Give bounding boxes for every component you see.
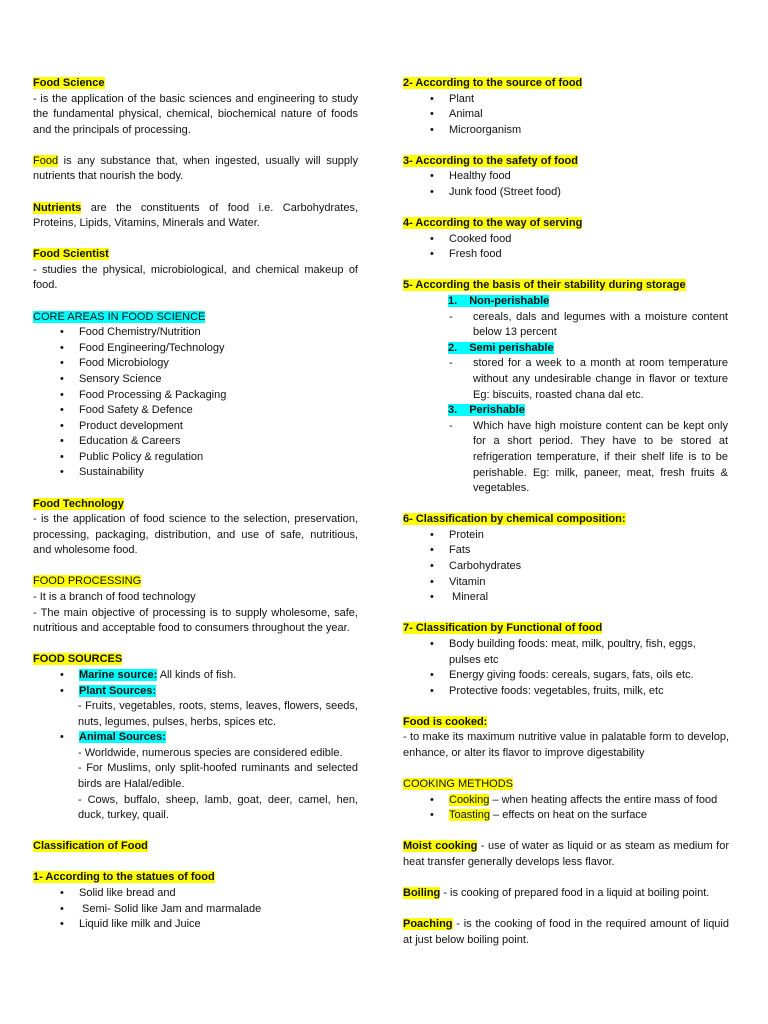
list-label: Semi perishable <box>469 341 554 354</box>
serving-heading: 4- According to the way of serving <box>403 217 583 230</box>
list-item: • Sensory Science <box>33 372 358 388</box>
list-item: • Protective foods: vegetables, fruits, milk, etc <box>403 684 729 700</box>
nutrients-section <box>33 201 358 232</box>
nutrients-text: are the constituents of food i.e. Carbohydrates, Proteins, Lipids, Vitamins, Minerals and Water. <box>33 201 358 230</box>
list-item <box>403 294 729 310</box>
list-item: • Liquid like milk and Juice <box>33 917 358 933</box>
list-item: • Microorganism <box>403 123 729 139</box>
list-item: • Healthy food <box>403 169 729 185</box>
toasting-term: Toasting <box>449 809 490 822</box>
stability-heading: 5- According the basis of their stability during storage <box>403 279 686 292</box>
list-label: Perishable <box>469 404 525 417</box>
food-definition-section <box>33 154 358 185</box>
list-item: • Product development <box>33 419 358 435</box>
food-processing-line2: - The main objective of processing is to supply wholesome, safe, nutritious and acceptable food to consumers throughout the year. <box>33 606 358 635</box>
list-item: • Protein <box>403 528 729 544</box>
food-technology-section <box>33 497 358 559</box>
cooking-methods-heading: COOKING METHODS <box>403 778 514 791</box>
list-item: • Semi- Solid like Jam and marmalade <box>33 902 358 918</box>
cooking-methods-list <box>403 793 729 824</box>
moist-cooking-term: Moist cooking <box>403 840 478 853</box>
statues-section <box>33 870 358 932</box>
list-item: • Vitamin <box>403 575 729 591</box>
food-scientist-heading: Food Scientist <box>33 248 109 261</box>
food-scientist-text: - studies the physical, microbiological, and chemical makeup of food. <box>33 263 358 292</box>
non-perishable-label <box>448 295 549 307</box>
plant-sources-text: - Fruits, vegetables, roots, stems, leaves, flowers, seeds, nuts, legumes, pulses, herbs, spices etc. <box>78 700 358 728</box>
list-item: • Body building foods: meat, milk, poultry, fish, eggs, pulses etc <box>403 637 729 668</box>
list-item: • Energy giving foods: cereals, sugars, fats, oils etc. <box>403 668 729 684</box>
list-item: • Solid like bread and <box>33 886 358 902</box>
left-column <box>33 76 358 933</box>
semi-perishable-label <box>448 342 554 354</box>
list-item: • Food Engineering/Technology <box>33 341 358 357</box>
list-item: • Fresh food <box>403 247 729 263</box>
list-item: • Cooked food <box>403 232 729 248</box>
marine-source-label: Marine source: <box>79 668 158 681</box>
safety-section <box>403 154 729 201</box>
stability-list <box>403 294 729 310</box>
animal-sources-list <box>33 730 358 746</box>
nutrients-term: Nutrients <box>33 201 82 214</box>
list-item <box>33 684 358 700</box>
cooking-text: – when heating affects the entire mass of food <box>489 793 718 806</box>
animal-sources-text2: - For Muslims, only split-hoofed ruminants and selected birds are Halal/edible. <box>78 762 358 791</box>
stability-list-3 <box>403 403 729 419</box>
food-term: Food <box>33 154 59 167</box>
boiling-text: - is cooking of prepared food in a liquid at boiling point. <box>440 887 710 900</box>
list-item <box>33 668 358 684</box>
food-science-section <box>33 76 358 138</box>
list-item <box>403 341 729 357</box>
food-sources-heading: FOOD SOURCES <box>33 653 123 666</box>
food-technology-text: - is the application of food science to the selection, preservation, processing, packaging, distribution, and use of safe, nutritious, and wholesome food. <box>33 513 358 557</box>
food-processing-section <box>33 574 358 636</box>
chemical-heading: 6- Classification by chemical composition: <box>403 513 626 526</box>
food-technology-heading: Food Technology <box>33 497 124 510</box>
food-sources-section <box>33 652 358 824</box>
food-processing-line1: - It is a branch of food technology <box>33 591 196 604</box>
classification-section <box>33 839 358 855</box>
list-item: • Sustainability <box>33 465 358 481</box>
chemical-list <box>403 528 729 606</box>
source-heading: 2- According to the source of food <box>403 77 583 89</box>
source-section <box>403 76 729 138</box>
list-item: • Education & Careers <box>33 434 358 450</box>
right-column <box>403 76 729 948</box>
statues-list <box>33 886 358 933</box>
list-item: • Mineral <box>403 590 729 606</box>
food-science-text: - is the application of the basic sciences and engineering to study the fundamental physical, chemical, biochemical nature of foods and the principals of processing. <box>33 92 358 136</box>
animal-sources-text3: - Cows, buffalo, sheep, lamb, goat, deer, camel, hen, duck, turkey, quail. <box>78 793 358 822</box>
safety-heading: 3- According to the safety of food <box>403 154 578 167</box>
perishable-text: - Which have high moisture content can be kept only for a short period. They have to be stored at refrigeration temperature, if their shelf life is to be perishable. Eg: milk, paneer, meat, fresh fruits & vegetables. <box>403 419 729 497</box>
food-science-heading: Food Science <box>33 77 105 89</box>
stability-list-2 <box>403 341 729 357</box>
perishable-label <box>448 404 525 416</box>
poaching-term: Poaching <box>403 918 453 931</box>
list-item: • Plant <box>403 92 729 108</box>
food-scientist-section <box>33 247 358 294</box>
list-item: • Animal <box>403 107 729 123</box>
cooked-text: - to make its maximum nutritive value in palatable form to develop, enhance, or alter its flavor to improve digestability <box>403 731 729 759</box>
toasting-text: – effects on heat on the surface <box>489 809 647 822</box>
list-number: 2. <box>448 342 469 354</box>
plant-sources-label: Plant Sources: <box>79 684 157 697</box>
animal-sources-text1: - Worldwide, numerous species are considered edible. <box>78 746 343 759</box>
food-processing-heading: FOOD PROCESSING <box>33 575 142 588</box>
statues-heading: 1- According to the statues of food <box>33 871 215 884</box>
cooking-term: Cooking <box>449 793 490 806</box>
serving-list <box>403 232 729 263</box>
core-areas-section <box>33 310 358 482</box>
marine-source-text: All kinds of fish. <box>157 668 237 681</box>
list-item: • Public Policy & regulation <box>33 450 358 466</box>
list-number: 3. <box>448 404 469 416</box>
poaching-text: - is the cooking of food in the required amount of liquid at just below boiling point. <box>403 918 729 946</box>
core-areas-heading: CORE AREAS IN FOOD SCIENCE <box>33 310 206 323</box>
moist-cooking-section <box>403 839 729 870</box>
list-item: • Food Chemistry/Nutrition <box>33 325 358 341</box>
list-item: • Food Processing & Packaging <box>33 388 358 404</box>
list-item: • Carbohydrates <box>403 559 729 575</box>
serving-section <box>403 216 729 263</box>
animal-sources-label: Animal Sources: <box>79 731 166 744</box>
core-areas-list <box>33 325 358 481</box>
safety-list <box>403 169 729 200</box>
list-item <box>403 403 729 419</box>
list-item: • Food Safety & Defence <box>33 403 358 419</box>
list-item: • Junk food (Street food) <box>403 185 729 201</box>
moist-cooking-text: - use of water as liquid or as steam as medium for heat transfer generally develops less flavor. <box>403 840 729 868</box>
non-perishable-text: - cereals, dals and legumes with a moisture content below 13 percent <box>403 310 729 341</box>
list-item: • Fats <box>403 543 729 559</box>
cooked-heading: Food is cooked: <box>403 715 488 728</box>
boiling-section <box>403 886 729 902</box>
source-list <box>403 92 729 139</box>
food-sources-list <box>33 668 358 699</box>
list-item <box>403 793 729 809</box>
classification-heading: Classification of Food <box>33 840 148 853</box>
stability-section <box>403 278 729 496</box>
functional-heading: 7- Classification by Functional of food <box>403 622 603 635</box>
poaching-section <box>403 917 729 948</box>
list-label: Non-perishable <box>469 295 550 308</box>
list-number: 1. <box>448 295 469 307</box>
list-item: • Food Microbiology <box>33 356 358 372</box>
chemical-section <box>403 512 729 606</box>
cooking-methods-section <box>403 777 729 824</box>
food-definition-text: is any substance that, when ingested, usually will supply nutrients that nourish the body. <box>33 154 358 183</box>
boiling-term: Boiling <box>403 887 441 900</box>
functional-section <box>403 621 729 699</box>
functional-list <box>403 637 729 699</box>
semi-perishable-text: - stored for a week to a month at room temperature without any undesirable change in flavor or texture Eg: biscuits, roasted chana dal etc. <box>403 356 729 403</box>
cooked-section <box>403 715 729 762</box>
list-item <box>33 730 358 746</box>
list-item <box>403 808 729 824</box>
